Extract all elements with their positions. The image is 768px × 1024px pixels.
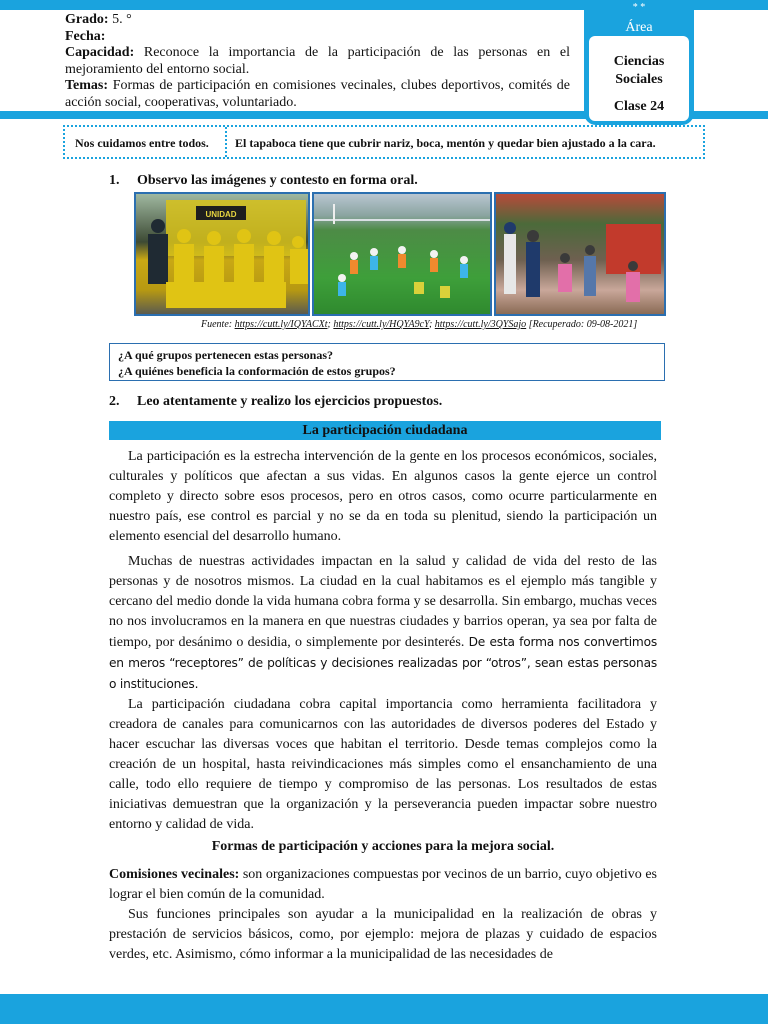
photo-source: Fuente: https://cutt.ly/IQYACXt; https://cutt.ly/HQYA9cY; https://cutt.ly/3QYSajo [Recuperado: 09-08-2021] (201, 319, 638, 330)
paragraph-1: La participación es la estrecha intervención de la gente en los procesos económicos, sociales, culturales y políticos que afectan a sus vidas. En algunos casos la gente ejerce un control completo y directo sobre esos procesos, pero en otros casos, como ocurre particularmente en nuestro país, ese control es parcial y no se da en toda su plenitud, siendo la participación un elemento esencial del desarrollo humano. (109, 449, 657, 544)
photo-rescue-unit (134, 192, 310, 316)
question-1: ¿A qué grupos pertenecen estas personas? (118, 348, 333, 362)
paragraph-2: Muchas de nuestras actividades impactan en la salud y calidad de vida del resto de las personas y de nosotros mismos. La ciudad en la cual habitamos es el ejemplo más tangible y cercano del medio donde la vida humana cobra forma y se desarrolla. Sin embargo, muchas veces no nos involucramos en la manera en que nuestras ciudades y barrios operan, ya sea por falta de tiempo, por desánimo o desidia, o simplemente por desinterés. De esta forma nos convertimos en meros “receptores” de políticas y decisiones realizadas por “otros”, sean estas personas o instituciones. (109, 554, 657, 691)
photo-strip (134, 192, 666, 316)
section-1-heading: 1. Observo las imágenes y contesto en forma oral. (109, 173, 418, 188)
photo-community-gathering (494, 192, 666, 316)
section-2-heading: 2. Leo atentamente y realizo los ejercicios propuestos. (109, 394, 443, 409)
grado-line: Grado: 5. ° (65, 12, 132, 27)
area-subject-card (589, 36, 689, 121)
source-link-1[interactable]: https://cutt.ly/IQYACXt (234, 319, 328, 330)
paragraph-funciones: Sus funciones principales son ayudar a la municipalidad en la realización de obras y prestación de servicios básicos, como, por ejemplo: mejora de plazas y cuidado de espacios verdes, etc. Asimismo, cómo informar a la municipalidad de las necesidades de (109, 907, 657, 962)
paragraph-3: La participación ciudadana cobra capital importancia como herramienta facilitadora y creadora de canales para comunicarnos con las autoridades de diversos poderes del Estado y hacer escuchar las diversas voces que habitan el territorio. Desde temas complejos como la creación de un hospital, hasta reivindicaciones más simples como el ensanchamiento de una calle, todo ello requiere de tiempo y compromiso de las personas. Los resultados de estas iniciativas demuestran que la organización y la perseverancia pueden impactar sobre nuestro entorno y calidad de vida. (109, 697, 657, 832)
bottom-color-bar (0, 994, 768, 1024)
safety-notice (63, 125, 705, 159)
unidad-text: UNIDAD (205, 210, 237, 219)
temas-line: Temas: Formas de participación en comisiones vecinales, clubes deportivos, comités de acción social, cooperativas, voluntariado. (65, 78, 570, 110)
source-link-3[interactable]: https://cutt.ly/3QYSajo (434, 319, 527, 330)
questions-box (109, 343, 665, 381)
clase-number: Clase 24 (613, 99, 665, 114)
notice-slogan: Nos cuidamos entre todos. (65, 127, 227, 157)
question-2: ¿A quiénes beneficia la conformación de estos grupos? (118, 364, 396, 378)
subject-line-1: Ciencias (613, 54, 665, 69)
lesson-header (65, 12, 570, 111)
area-dots: * * (632, 2, 646, 13)
subject-line-2: Sociales (615, 72, 663, 87)
fecha-line: Fecha: (65, 28, 106, 44)
source-link-2[interactable]: https://cutt.ly/HQYA9cY (333, 319, 429, 330)
capacidad-line: Capacidad: Reconoce la importancia de la participación de las personas en el mejoramiento del entorno social. (65, 45, 570, 77)
section-banner: La participación ciudadana (109, 421, 661, 440)
notice-text: El tapaboca tiene que cubrir nariz, boca, mentón y quedar bien ajustado a la cara. (235, 136, 656, 150)
community-illustration (496, 194, 666, 316)
paragraph-comisiones: Comisiones vecinales: son organizaciones compuestas por vecinos de un barrio, cuyo objetivo es lograr el bien común de la comunidad. (109, 867, 657, 902)
rescue-team-illustration (136, 194, 310, 316)
subheading-formas: Formas de participación y acciones para la mejora social. (211, 839, 555, 854)
area-tab (584, 0, 694, 125)
area-title: Área (625, 20, 653, 35)
photo-football-kids (312, 192, 492, 316)
football-field-illustration (314, 194, 492, 316)
